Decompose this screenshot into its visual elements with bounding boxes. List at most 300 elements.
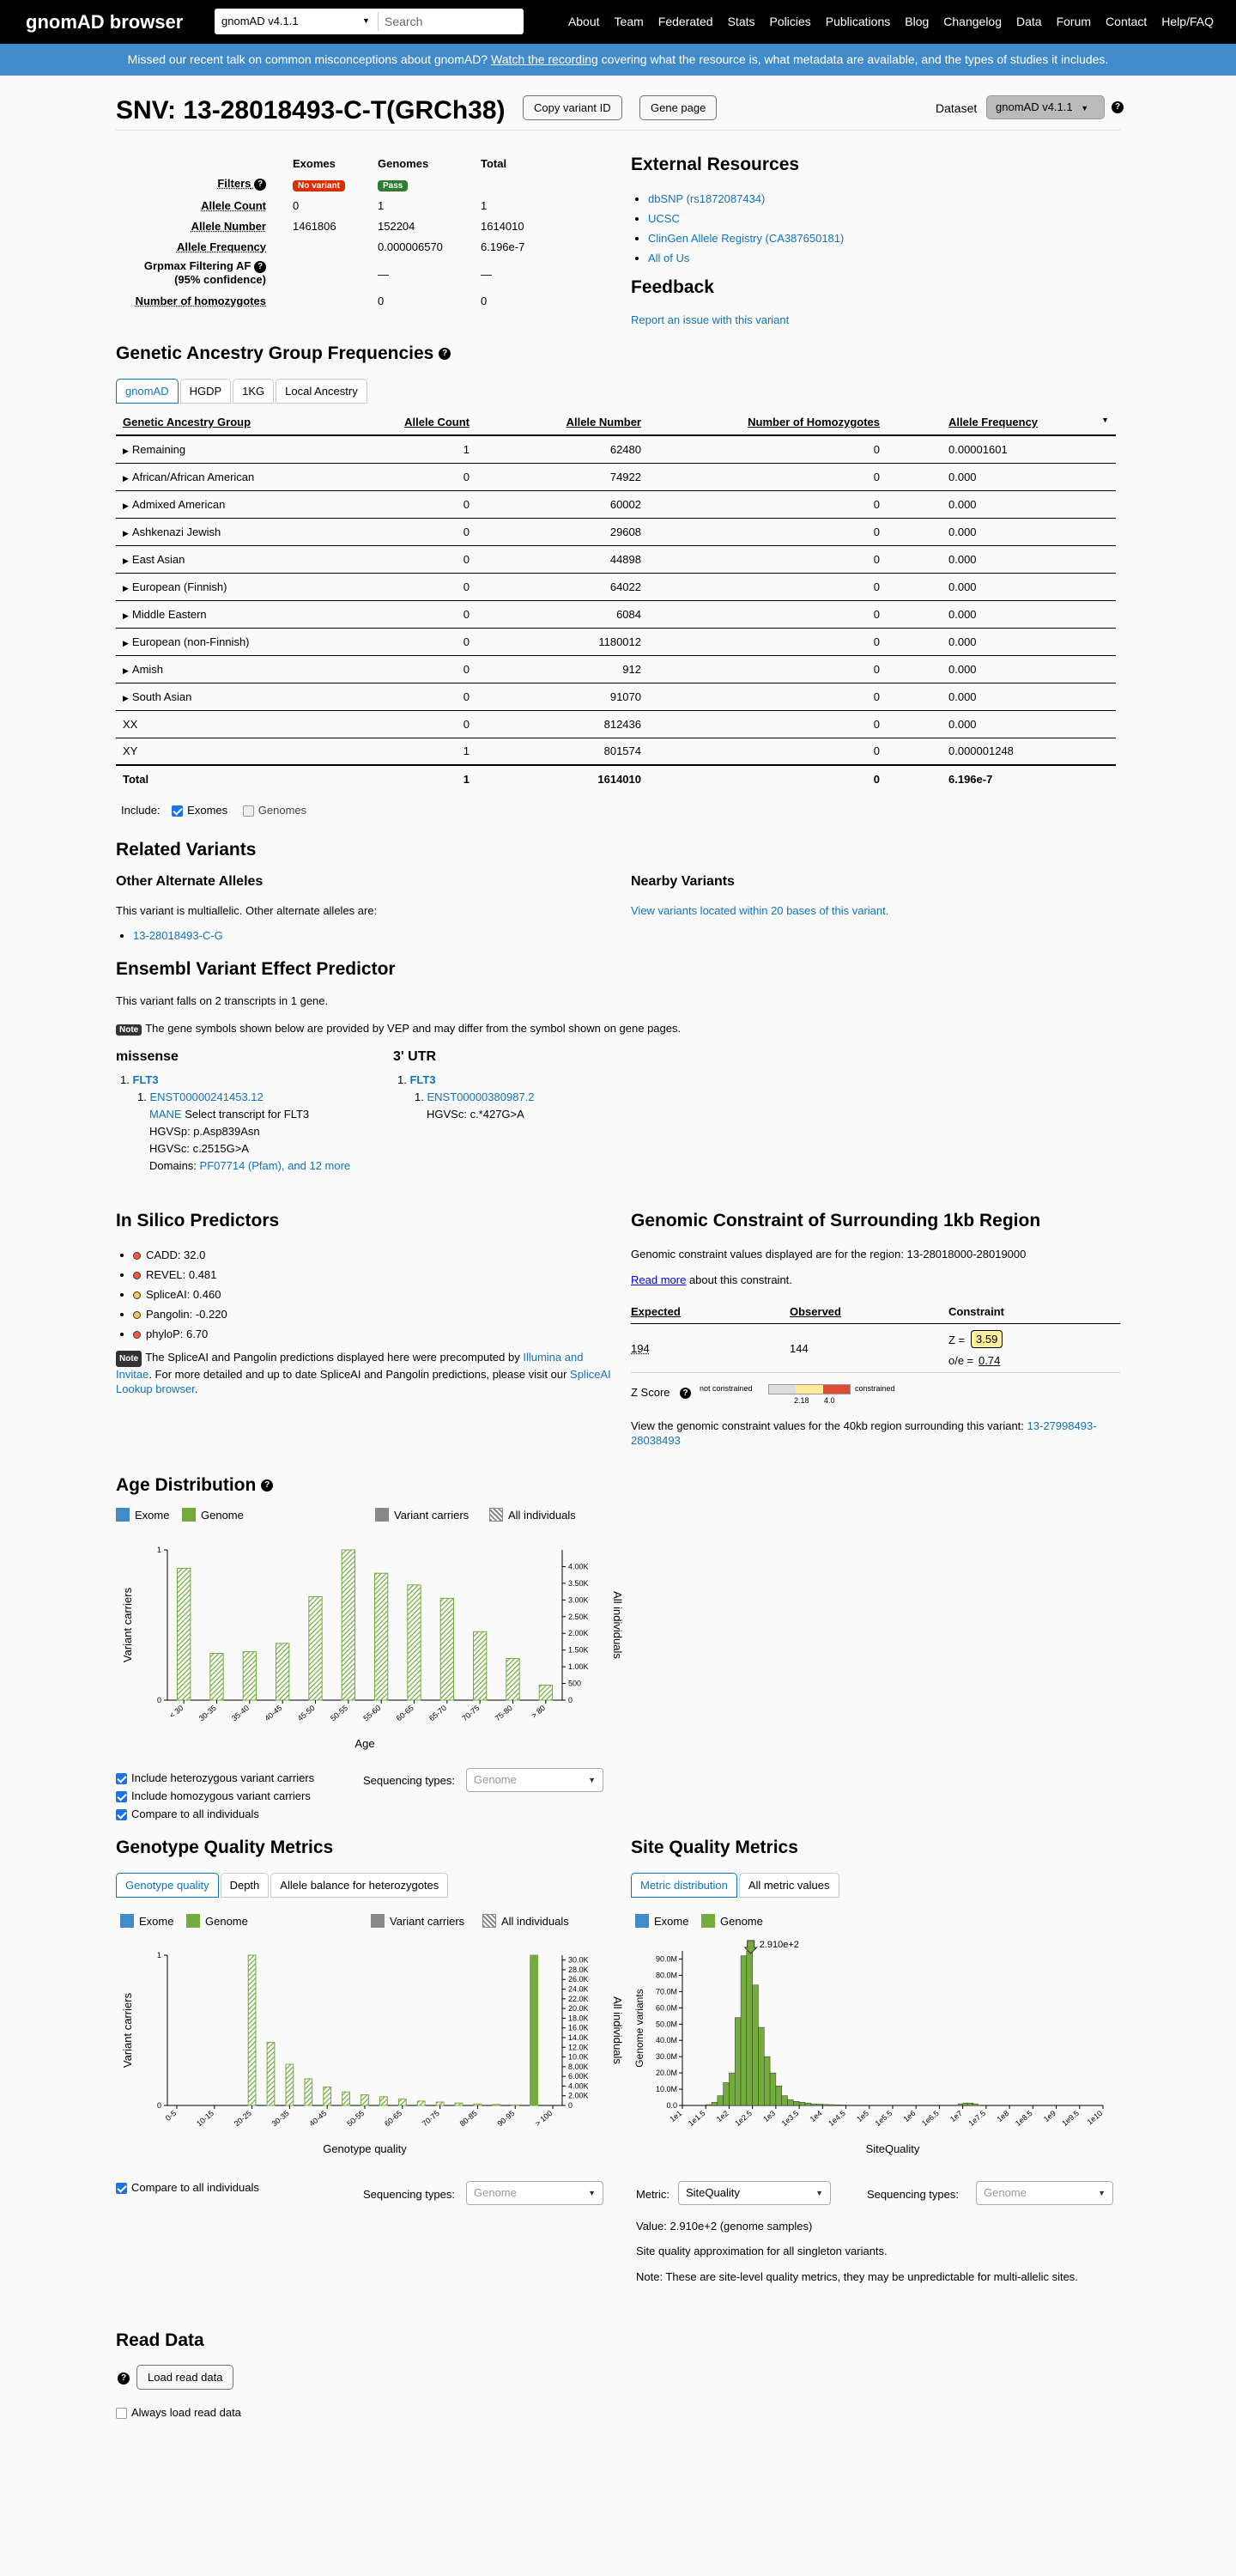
table-cell — [914, 655, 1116, 683]
help-icon[interactable]: ? — [261, 1479, 273, 1492]
nav-policies[interactable]: Policies — [769, 15, 811, 28]
y2-tick-label: 1.50K — [568, 1645, 589, 1655]
mane-link[interactable]: MANE — [149, 1108, 182, 1121]
load-read-data-button[interactable]: Load read data — [136, 2365, 233, 2390]
col-header[interactable]: Allele Number — [476, 410, 648, 435]
footer-text: View the genomic constraint values for the 40kb region surrounding this variant: — [631, 1419, 1024, 1432]
y-tick-label: 40.0M — [655, 2036, 677, 2045]
missense-title: missense — [116, 1049, 179, 1064]
predictor-label: REVEL: 0.481 — [146, 1268, 217, 1281]
expand-caret-icon[interactable]: ▶ — [123, 473, 129, 483]
dataset-select[interactable]: gnomAD v4.1.1 — [221, 15, 299, 27]
x-tick-label: 1e2 — [714, 2108, 730, 2124]
vep-title: Ensembl Variant Effect Predictor — [116, 959, 396, 979]
table-row — [116, 738, 1116, 765]
histogram-bar — [753, 1985, 759, 2105]
histogram-bar — [758, 2027, 764, 2105]
table-cell — [914, 600, 1116, 628]
alt-allele-link[interactable]: 13-28018493-C-G — [133, 929, 223, 942]
table-cell — [476, 683, 648, 710]
table-header-row — [116, 410, 1116, 435]
predictor-item — [133, 1285, 227, 1304]
y2-tick-label: 2.00K — [568, 1629, 589, 1638]
tab-allele-balance[interactable]: Allele balance for heterozygotes — [270, 1873, 448, 1898]
gene-page-button[interactable]: Gene page — [639, 95, 717, 120]
select-value: Genome — [474, 1773, 517, 1786]
row-label-sub: (95% confidence) — [174, 272, 266, 286]
feedback-title: Feedback — [631, 277, 714, 297]
tab-gnomad[interactable]: gnomAD — [116, 379, 179, 404]
mane-line — [120, 1106, 350, 1123]
cell-text: 0 — [873, 662, 880, 676]
related-variants-title: Related Variants — [116, 840, 257, 860]
table-cell — [648, 628, 914, 655]
constraint-footer — [631, 1419, 1120, 1448]
cell-text: South Asian — [131, 690, 192, 703]
tick-label: 2.18 — [794, 1396, 809, 1405]
help-icon[interactable]: ? — [254, 261, 266, 273]
x-tick-label: 70-75 — [460, 1703, 482, 1723]
cell-text: Middle Eastern — [131, 607, 207, 621]
y2-axis-title: All individuals — [611, 1996, 624, 2064]
help-icon[interactable]: ? — [254, 179, 266, 191]
note-text: please visit our — [492, 1368, 567, 1381]
cell-text: 0 — [463, 607, 470, 621]
col-header[interactable]: Number of Homozygotes — [648, 410, 914, 435]
y2-tick-label: 20.0K — [568, 2004, 589, 2014]
constraint-table-header — [631, 1300, 1120, 1324]
metric-select[interactable] — [678, 2181, 831, 2205]
cell-text: Ashkenazi Jewish — [131, 525, 221, 538]
cell-text: 6084 — [616, 607, 641, 621]
insilico-title: In Silico Predictors — [116, 1211, 280, 1230]
table-cell — [648, 545, 914, 573]
table-cell — [373, 738, 476, 765]
all-individuals-bar — [474, 2104, 482, 2105]
mane-text: Select transcript for FLT3 — [185, 1108, 310, 1121]
cell-text: 1 — [463, 773, 470, 786]
cell-text: 0 — [463, 662, 470, 676]
cell-text: European (non-Finnish) — [131, 635, 250, 648]
expand-caret-icon[interactable]: ▶ — [123, 556, 129, 565]
compare-option — [116, 1805, 314, 1823]
genomes-checkbox[interactable] — [243, 805, 254, 817]
col-header: Expected — [631, 1305, 681, 1318]
search-bar — [215, 9, 524, 34]
table-cell — [476, 573, 648, 600]
score-dot-icon — [133, 1311, 141, 1319]
y2-tick-label: 16.0K — [568, 2023, 589, 2032]
tick-label: 4.0 — [824, 1396, 835, 1405]
expand-caret-icon[interactable]: ▶ — [123, 665, 129, 675]
table-row — [116, 490, 1116, 518]
hom-checkbox[interactable] — [116, 1791, 127, 1802]
legend-label: All individuals — [508, 1508, 576, 1522]
y-tick-label: 0.0 — [666, 2101, 677, 2110]
cell-text: XY — [123, 744, 138, 758]
cell-text: 0 — [873, 580, 880, 593]
table-cell — [648, 738, 914, 765]
cell-text: 0 — [873, 552, 880, 566]
oe-value: 0.74 — [978, 1354, 1001, 1367]
gnomad-logo[interactable]: gnomAD browser — [26, 11, 184, 33]
tab-metric-distribution[interactable]: Metric distribution — [631, 1873, 737, 1898]
predictor-label: CADD: 32.0 — [146, 1249, 206, 1261]
y2-tick-label: 14.0K — [568, 2032, 589, 2042]
table-cell — [648, 490, 914, 518]
table-cell — [373, 573, 476, 600]
y2-tick-label: 0 — [568, 1696, 573, 1704]
always-load-checkbox[interactable] — [116, 2408, 127, 2419]
all-individuals-bar — [342, 1550, 354, 1700]
expand-caret-icon[interactable]: ▶ — [123, 446, 129, 455]
legend-genome — [182, 1508, 244, 1522]
row-label: Grpmax Filtering AF — [143, 259, 251, 272]
banner-text: Missed our recent talk on common misconceptions about gnomAD? — [127, 52, 488, 66]
table-cell — [116, 435, 373, 463]
list-item — [648, 228, 844, 248]
gene-link[interactable]: FLT3 — [409, 1073, 436, 1086]
histogram-bar — [729, 2073, 735, 2105]
list-item — [133, 929, 223, 942]
predictor-list — [133, 1245, 227, 1344]
domains-label: Domains: — [149, 1159, 197, 1172]
histogram-bar — [712, 2102, 718, 2105]
het-checkbox[interactable] — [116, 1773, 127, 1784]
chevron-down-icon: ▼ — [362, 16, 370, 25]
table-cell — [116, 545, 373, 573]
table-cell — [373, 435, 476, 463]
x-tick-label: 60-65 — [394, 1703, 415, 1723]
hom-option — [116, 1787, 314, 1805]
table-cell — [914, 710, 1116, 738]
table-cell — [373, 765, 476, 793]
option-label: Always load read data — [131, 2406, 241, 2419]
legend-label: Variant carriers — [394, 1508, 470, 1522]
age-options — [116, 1769, 314, 1823]
region-link[interactable]: 13-27998493-28038493 — [631, 1419, 1097, 1447]
row-label: Number of homozygotes — [135, 295, 266, 307]
exomes-checkbox[interactable] — [172, 805, 183, 817]
y-axis-title: Genome variants — [633, 1989, 645, 2068]
transcript-link[interactable]: ENST00000380987.2 — [427, 1091, 535, 1103]
cell-text: 6.196e-7 — [948, 773, 993, 786]
legend-label: Variant carriers — [390, 1914, 465, 1928]
age-title — [116, 1475, 273, 1496]
row-label: Allele Count — [201, 199, 266, 212]
cell-text: 912 — [622, 662, 641, 676]
nav-stats[interactable]: Stats — [727, 15, 755, 28]
zscore-bar — [768, 1384, 851, 1394]
illumina-link[interactable]: Illumina and Invitae — [116, 1351, 584, 1381]
table-cell — [476, 600, 648, 628]
zscore-scale — [631, 1381, 1009, 1406]
col-header[interactable]: Genetic Ancestry Group — [116, 410, 373, 435]
table-cell — [914, 628, 1116, 655]
tab-all-metric-values[interactable]: All metric values — [739, 1873, 839, 1898]
nearby-variants-link[interactable]: View variants located within 20 bases of this variant. — [631, 904, 889, 917]
y2-tick-label: 500 — [568, 1679, 582, 1688]
table-cell — [373, 710, 476, 738]
all-individuals-bar — [408, 1585, 421, 1700]
nav-blog[interactable]: Blog — [905, 15, 930, 28]
expand-caret-icon[interactable]: ▶ — [123, 638, 129, 647]
expand-caret-icon[interactable]: ▶ — [123, 583, 129, 592]
spliceai-lookup-link[interactable]: SpliceAI Lookup browser — [116, 1368, 611, 1395]
x-tick-label: 0-5 — [163, 2108, 179, 2123]
y-tick-label: 1 — [156, 1951, 161, 1959]
all-individuals-bar — [243, 1652, 256, 1700]
table-row — [116, 463, 1116, 490]
x-tick-label: 70-75 — [420, 2108, 441, 2129]
cell-text: 1614010 — [597, 773, 641, 786]
col-header[interactable]: Allele Count — [373, 410, 476, 435]
tab-hgdp[interactable]: HGDP — [180, 379, 232, 404]
observed-value: 144 — [790, 1342, 809, 1355]
table-row — [116, 655, 1116, 683]
y-tick-label: 50.0M — [655, 2020, 677, 2029]
expand-caret-icon[interactable]: ▶ — [123, 501, 129, 510]
select-value: Genome — [984, 2186, 1027, 2199]
more-domains-link[interactable]: and 12 more — [288, 1159, 351, 1172]
col-header[interactable] — [914, 410, 1116, 435]
table-cell — [476, 710, 648, 738]
pass-badge: Pass — [378, 180, 408, 191]
banner-link[interactable]: Watch the recording — [491, 52, 598, 66]
utr-list — [397, 1072, 535, 1123]
all-individuals-bar — [539, 1686, 552, 1701]
compare-checkbox[interactable] — [116, 2183, 127, 2194]
cell: 0 — [481, 295, 488, 307]
domain-link[interactable]: PF07714 (Pfam), — [199, 1159, 285, 1172]
chevron-down-icon: ▼ — [1098, 2189, 1106, 2197]
cell-text: 0 — [463, 497, 470, 511]
all-individuals-bar — [440, 1598, 453, 1700]
genomes-label: Genomes — [258, 804, 307, 817]
x-tick-label: 50-55 — [329, 1703, 350, 1723]
transcript-link[interactable]: ENST00000241453.12 — [149, 1091, 264, 1103]
carriers-swatch — [375, 1508, 389, 1522]
cell-text: 0 — [463, 635, 470, 648]
note-text: The gene symbols shown below are provided by VEP and may differ from the symbol shown on gene pages. — [145, 1022, 682, 1035]
seq-types-select[interactable] — [976, 2181, 1113, 2205]
genome-swatch — [701, 1914, 715, 1928]
hgvsc: HGVSc: c.*427G>A — [427, 1108, 524, 1121]
cell-text: 0 — [463, 552, 470, 566]
histogram-bar — [793, 2101, 799, 2105]
compare-checkbox[interactable] — [116, 1809, 127, 1820]
nav-team[interactable]: Team — [614, 15, 644, 28]
gq-title: Genotype Quality Metrics — [116, 1838, 334, 1857]
always-load-option — [116, 2406, 241, 2419]
dataset-value: gnomAD v4.1.1 — [996, 100, 1073, 113]
list-item: 1. FLT3 — [120, 1073, 159, 1086]
gq-tabs — [116, 1873, 450, 1898]
table-cell — [373, 518, 476, 545]
table-cell — [914, 435, 1116, 463]
legend-exome — [120, 1914, 173, 1928]
all-individuals-bar — [361, 2095, 369, 2105]
y-tick-label: 0 — [156, 1696, 161, 1704]
table-cell — [648, 435, 914, 463]
legend-carriers — [371, 1914, 464, 1928]
table-cell — [648, 710, 914, 738]
table-cell — [476, 738, 648, 765]
cell-text: 0.000 — [948, 607, 977, 621]
help-icon[interactable]: ? — [118, 2372, 130, 2385]
predictor-label: phyloP: 6.70 — [146, 1327, 209, 1340]
cell-text: 0 — [873, 470, 880, 483]
ancestry-title — [116, 343, 451, 364]
select-value: Genome — [474, 2186, 517, 2199]
cell-text: 0.000 — [948, 470, 977, 483]
legend-label: Genome — [201, 1508, 244, 1522]
exome-swatch — [120, 1914, 134, 1928]
nav-about[interactable]: About — [567, 15, 600, 28]
x-tick-label: 1e3.5 — [779, 2108, 801, 2129]
x-tick-label: 1e5 — [855, 2108, 871, 2124]
all-individuals-bar — [506, 1658, 519, 1700]
tab-genotype-quality[interactable]: Genotype quality — [116, 1873, 219, 1898]
cell-text: East Asian — [131, 552, 185, 566]
y2-tick-label: 24.0K — [568, 1984, 589, 1994]
all-individuals-bar — [305, 2079, 312, 2105]
expected-value: 194 — [631, 1342, 650, 1355]
x-tick-label: 30-35 — [270, 2108, 291, 2129]
all-of-us-link[interactable]: All of Us — [648, 252, 690, 264]
seq-types-select[interactable] — [466, 2181, 603, 2205]
nav-federated[interactable]: Federated — [657, 15, 713, 28]
y2-tick-label: 10.0K — [568, 2052, 589, 2062]
value-marker-label: 2.910e+2 — [759, 1940, 799, 1950]
x-tick-label: 1e3 — [761, 2108, 778, 2124]
cell-text: 812436 — [603, 717, 641, 731]
nav-publications[interactable]: Publications — [825, 15, 891, 28]
list-item — [648, 189, 844, 209]
y-tick-label: 1 — [156, 1546, 161, 1554]
histogram-bar — [735, 2018, 741, 2105]
all-individuals-bar — [178, 1568, 191, 1700]
missense-list — [120, 1072, 350, 1175]
cell: 0.000006570 — [378, 240, 443, 253]
dbsnp-link[interactable]: dbSNP (rs1872087434) — [648, 192, 766, 205]
cell-text: 60002 — [609, 497, 641, 511]
cell-text: 1180012 — [598, 635, 641, 648]
col-header: Constraint — [948, 1305, 1004, 1318]
all-individuals-bar — [375, 1573, 388, 1700]
y-tick-label: 30.0M — [655, 2052, 677, 2062]
divider — [378, 12, 379, 31]
cell-text: 0 — [873, 525, 880, 538]
expand-caret-icon[interactable]: ▶ — [123, 528, 129, 538]
all-individuals-bar — [342, 2092, 350, 2105]
table-cell — [914, 765, 1116, 793]
y2-tick-label: 22.0K — [568, 1994, 589, 2003]
table-cell — [116, 710, 373, 738]
nav-help[interactable]: Help/FAQ — [1161, 15, 1214, 28]
legend-all — [489, 1508, 576, 1522]
tab-1kg[interactable]: 1KG — [233, 379, 274, 404]
read-more-link[interactable]: Read more — [631, 1273, 687, 1286]
tab-depth[interactable]: Depth — [221, 1873, 270, 1898]
y2-tick-label: 30.0K — [568, 1955, 589, 1965]
page-header — [116, 93, 1120, 131]
table-cell — [476, 435, 648, 463]
alt-allele-list — [133, 929, 223, 942]
y2-tick-label: 4.00K — [568, 2081, 589, 2091]
table-row — [116, 600, 1116, 628]
cell-text: 64022 — [609, 580, 641, 593]
seq-types-label: Sequencing types: — [867, 2188, 959, 2201]
cell-text: 29608 — [609, 525, 641, 538]
report-issue-link[interactable]: Report an issue with this variant — [631, 313, 790, 326]
y2-tick-label: 0 — [568, 2101, 573, 2110]
legend-exome — [635, 1914, 688, 1928]
table-cell — [116, 655, 373, 683]
all-individuals-bar — [286, 2064, 294, 2105]
table-cell — [914, 463, 1116, 490]
het-option — [116, 1769, 314, 1787]
nav-data[interactable]: Data — [1016, 15, 1042, 28]
search-input[interactable]: Search — [385, 15, 423, 28]
note-text: . — [194, 1382, 198, 1395]
help-icon[interactable]: ? — [439, 348, 451, 360]
x-tick-label: 1e4.5 — [827, 2108, 847, 2129]
cell-text: 0.000001248 — [948, 744, 1014, 758]
gene-link[interactable]: FLT3 — [132, 1073, 159, 1086]
nav-contact[interactable]: Contact — [1106, 15, 1148, 28]
expand-caret-icon[interactable]: ▶ — [123, 611, 129, 620]
table-row — [116, 628, 1116, 655]
x-tick-label: 80-85 — [457, 2108, 479, 2129]
cell-text: Remaining — [131, 442, 186, 456]
x-tick-label: 1e6 — [901, 2108, 918, 2124]
col-total: Total — [481, 157, 507, 170]
zscore-band-low — [769, 1385, 796, 1394]
help-icon[interactable]: ? — [1112, 101, 1124, 113]
y-tick-label: 0 — [156, 2101, 161, 2110]
x-tick-label: 90-95 — [495, 2108, 517, 2129]
sq-title: Site Quality Metrics — [631, 1838, 798, 1857]
dataset-dropdown[interactable] — [986, 95, 1105, 119]
expand-caret-icon[interactable]: ▶ — [123, 693, 129, 702]
col-header: Observed — [790, 1305, 841, 1318]
table-cell — [914, 683, 1116, 710]
nav-forum[interactable]: Forum — [1056, 15, 1092, 28]
table-cell — [914, 490, 1116, 518]
metric-note: Note: These are site-level quality metrics, they may be unpredictable for multi-allelic sites. — [636, 2270, 1078, 2283]
x-tick-label: 1e2.5 — [733, 2108, 754, 2129]
genome-swatch — [182, 1508, 196, 1522]
help-icon[interactable]: ? — [680, 1388, 691, 1399]
y2-tick-label: 2.50K — [568, 1612, 589, 1621]
x-tick-label: 40-45 — [263, 1703, 284, 1723]
legend-carriers — [375, 1508, 469, 1522]
y-tick-label: 60.0M — [655, 2003, 677, 2013]
y2-tick-label: 3.00K — [568, 1595, 589, 1605]
tab-local-ancestry[interactable]: Local Ancestry — [276, 379, 367, 404]
nav-changelog[interactable]: Changelog — [943, 15, 1003, 28]
cell-text: XX — [123, 717, 138, 731]
clingen-link[interactable]: ClinGen Allele Registry (CA387650181) — [648, 232, 845, 245]
seq-types-select[interactable] — [466, 1768, 603, 1792]
ucsc-link[interactable]: UCSC — [648, 212, 680, 225]
y2-tick-label: 2.00K — [568, 2091, 589, 2100]
copy-variant-id-button[interactable]: Copy variant ID — [523, 95, 622, 120]
table-body — [116, 435, 1116, 793]
legend-genome — [701, 1914, 763, 1928]
all-individuals-bar — [276, 1643, 289, 1700]
